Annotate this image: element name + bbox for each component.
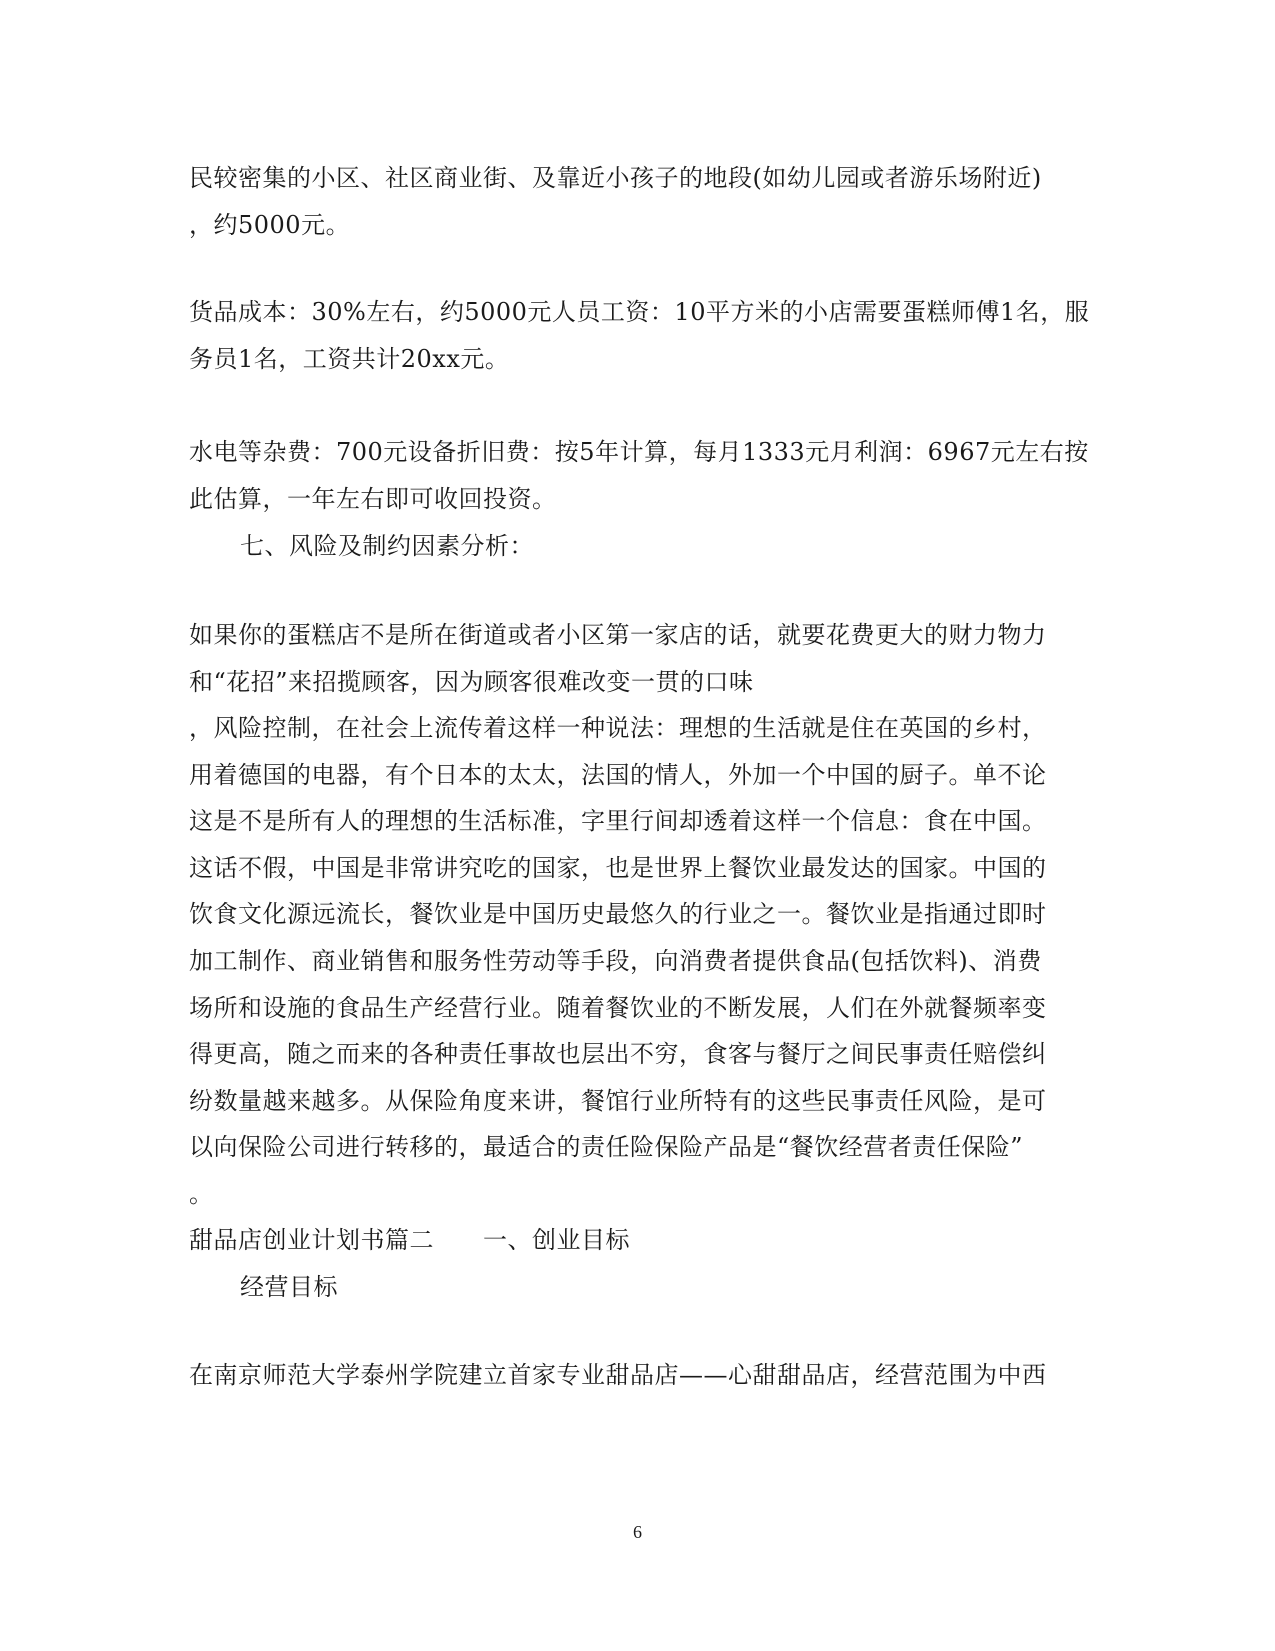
text-line: 和“花招”来招揽顾客，因为顾客很难改变一贯的口味	[189, 668, 754, 696]
text-line: ，风险控制，在社会上流传着这样一种说法：理想的生活就是住在英国的乡村，	[189, 714, 1047, 742]
text-line: 饮食文化源远流长，餐饮业是中国历史最悠久的行业之一。餐饮业是指通过即时	[189, 900, 1047, 928]
text-line: 务员1名，工资共计20xx元。	[189, 345, 510, 373]
text-line: 用着德国的电器，有个日本的太太，法国的情人，外加一个中国的厨子。单不论	[189, 761, 1047, 789]
text-line: 民较密集的小区、社区商业街、及靠近小孩子的地段(如幼儿园或者游乐场附近)	[189, 164, 1042, 192]
text-line: 得更高，随之而来的各种责任事故也层出不穷，食客与餐厅之间民事责任赔偿纠	[189, 1040, 1047, 1068]
text-line: 在南京师范大学泰州学院建立首家专业甜品店——心甜甜品店，经营范围为中西	[189, 1361, 1047, 1389]
page-number: 6	[633, 1522, 642, 1542]
subsection-heading: 经营目标	[240, 1273, 338, 1301]
text-line: 如果你的蛋糕店不是所在街道或者小区第一家店的话，就要花费更大的财力物力	[189, 621, 1047, 649]
section-heading: 七、风险及制约因素分析：	[240, 532, 534, 560]
text-line: ，约5000元。	[189, 211, 351, 239]
text-line: 场所和设施的食品生产经营行业。随着餐饮业的不断发展，人们在外就餐频率变	[189, 994, 1047, 1022]
text-line: 货品成本：30%左右，约5000元人员工资：10平方米的小店需要蛋糕师傅1名，服	[189, 298, 1090, 326]
text-line: 纷数量越来越多。从保险角度来讲，餐馆行业所特有的这些民事责任风险，是可	[189, 1087, 1047, 1115]
text-line: 水电等杂费：700元设备折旧费：按5年计算，每月1333元月利润：6967元左右按	[189, 438, 1089, 466]
text-line: 这话不假，中国是非常讲究吃的国家，也是世界上餐饮业最发达的国家。中国的	[189, 854, 1047, 882]
text-line: 加工制作、商业销售和服务性劳动等手段，向消费者提供食品(包括饮料)、消费	[189, 947, 1042, 975]
text-line: 这是不是所有人的理想的生活标准，字里行间却透着这样一个信息：食在中国。	[189, 807, 1047, 835]
text-line: 以向保险公司进行转移的，最适合的责任险保险产品是“餐饮经营者责任保险”	[189, 1133, 1024, 1161]
text-line: 。	[189, 1180, 214, 1208]
text-line: 此估算，一年左右即可收回投资。	[189, 485, 557, 513]
section-heading: 甜品店创业计划书篇二 一、创业目标	[189, 1226, 630, 1254]
